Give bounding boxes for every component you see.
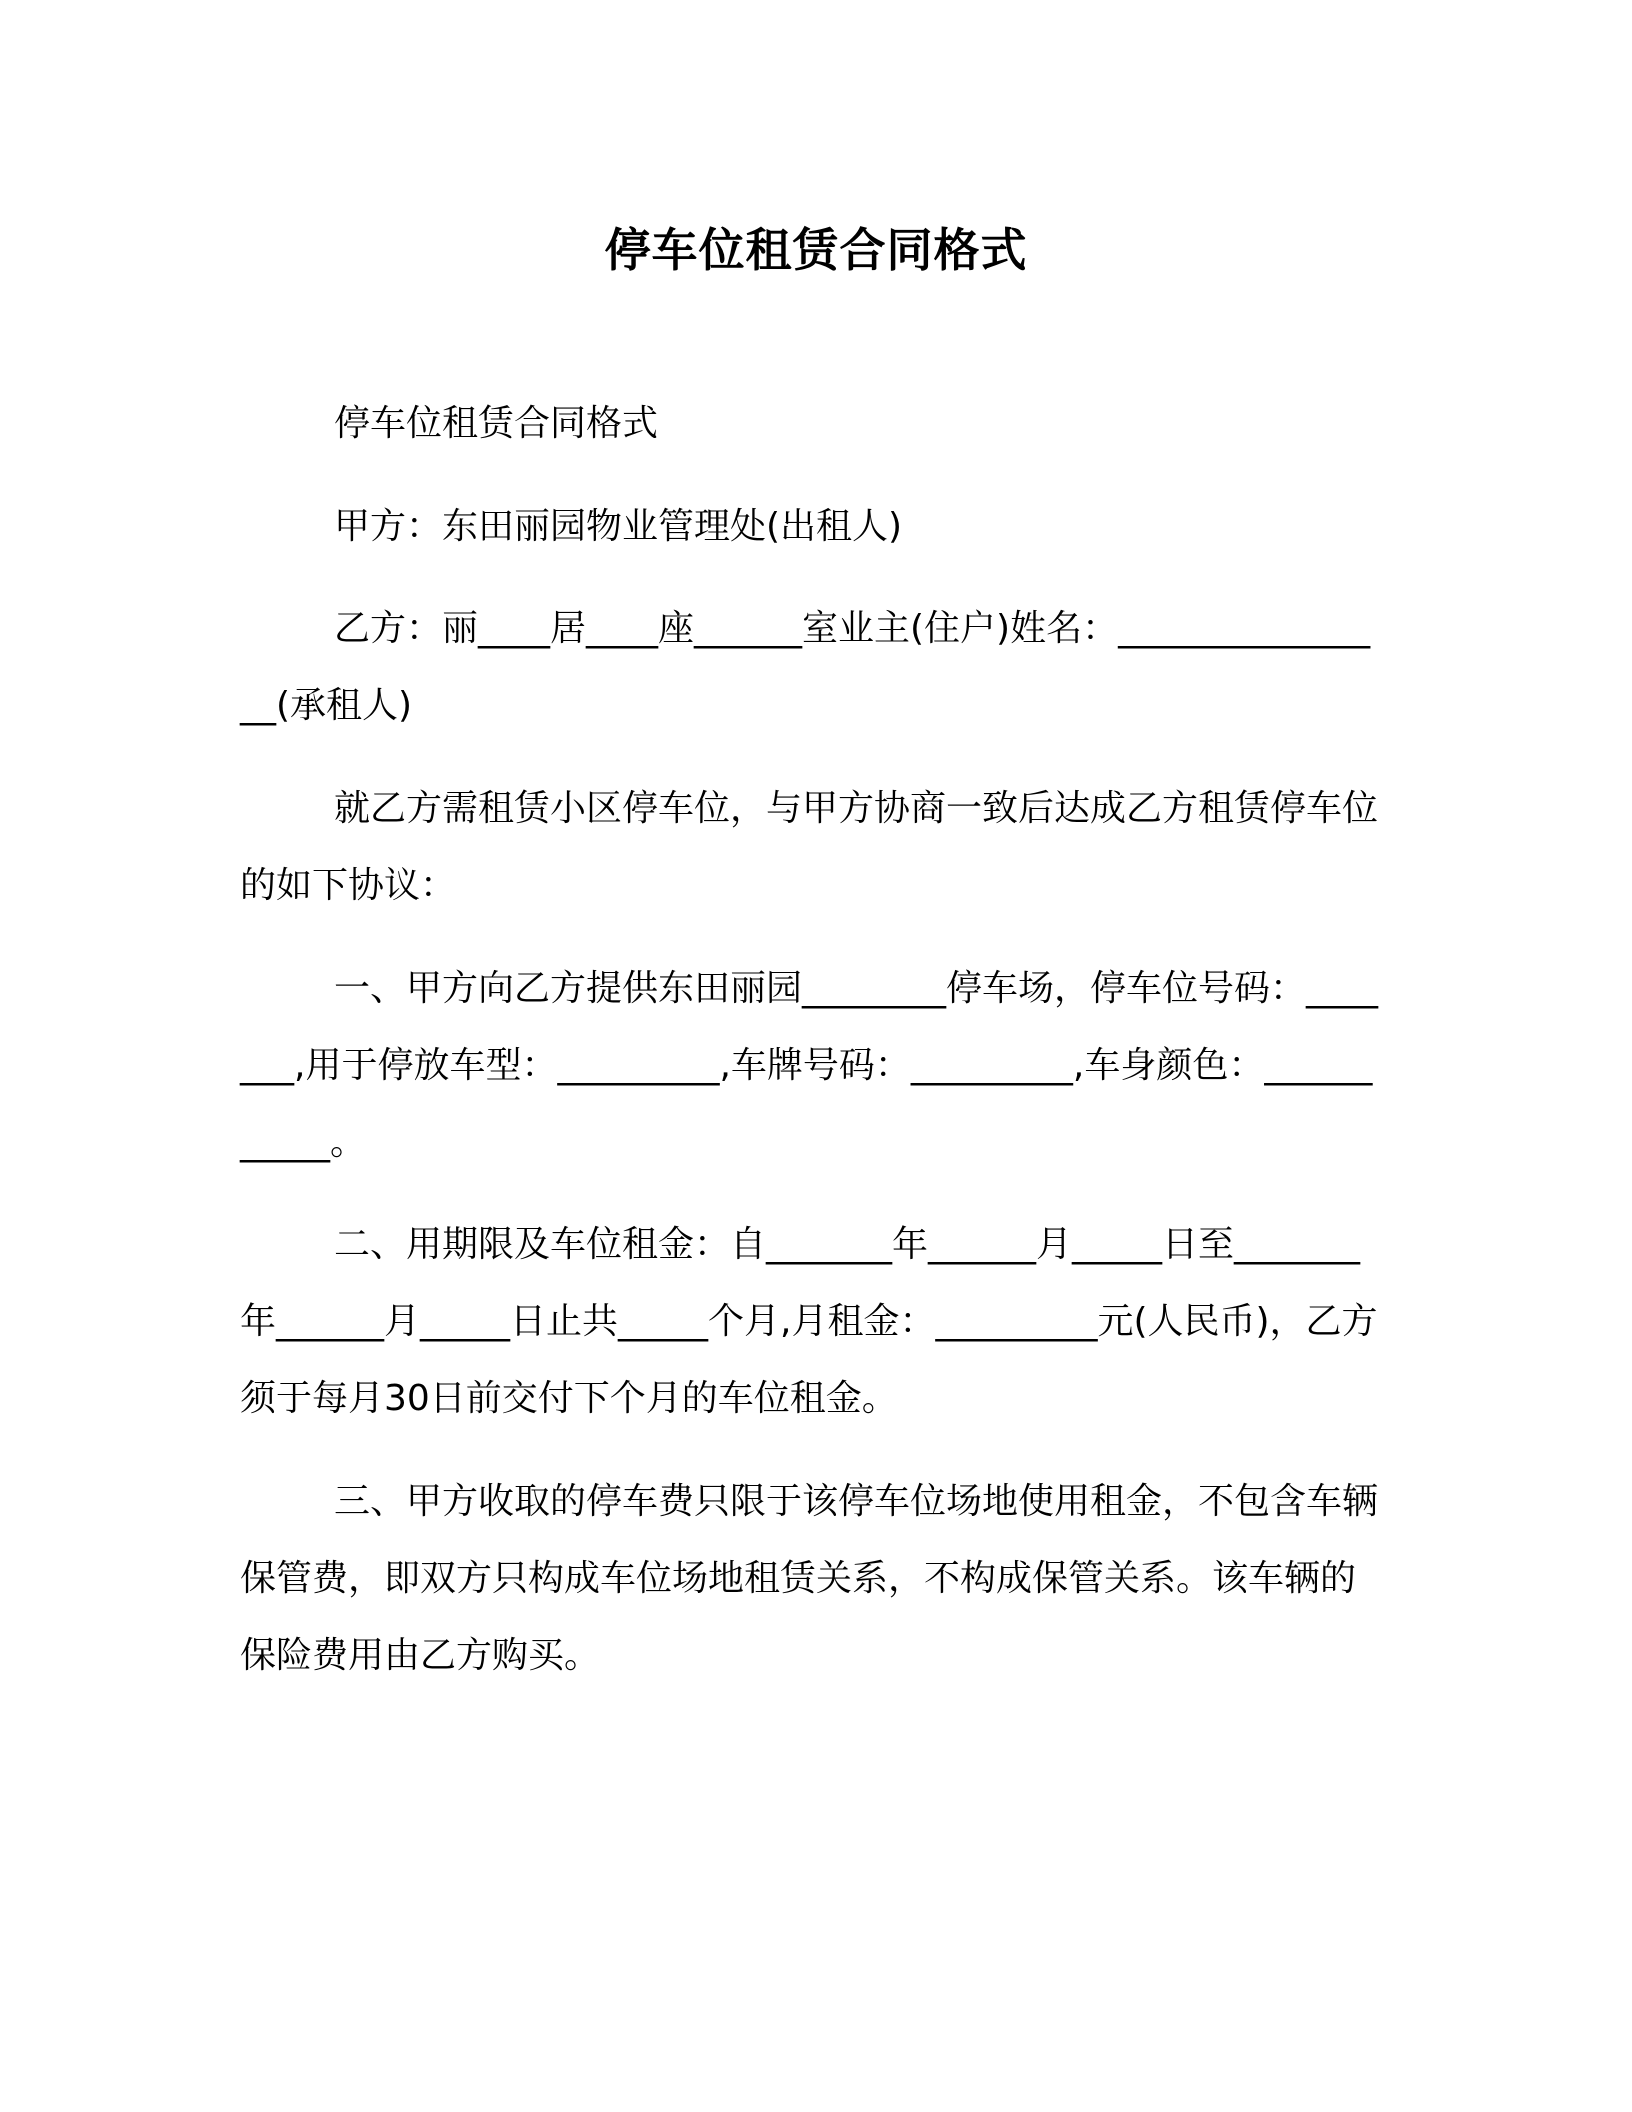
clause-1-paragraph: 一、甲方向乙方提供东田丽园________停车场，停车位号码：_______,用于停放车型：_________,车牌号码：_________,车身颜色：___________。 (240, 968, 1379, 1163)
intro-paragraph: 就乙方需租赁小区停车位，与甲方协商一致后达成乙方租赁停车位的如下协议： (240, 788, 1379, 906)
document-title: 停车位租赁合同格式 (604, 223, 1028, 277)
party-a-paragraph: 甲方：东田丽园物业管理处(出租人) (334, 506, 903, 547)
clause-3-paragraph: 三、甲方收取的停车费只限于该停车位场地使用租金，不包含车辆保管费，即双方只构成车位场地租赁关系，不构成保管关系。该车辆的保险费用由乙方购买。 (240, 1481, 1379, 1676)
clause-2-paragraph: 二、用期限及车位租金：自_______年______月_____日至_______年______月_____日止共_____个月,月租金：_________元(人民币)，乙方须于每月30日前交付下个月的车位租金。 (240, 1224, 1378, 1419)
party-b-paragraph: 乙方：丽____居____座______室业主(住户)姓名：________________(承租人) (240, 608, 1371, 726)
document-subtitle: 停车位租赁合同格式 (334, 403, 659, 444)
